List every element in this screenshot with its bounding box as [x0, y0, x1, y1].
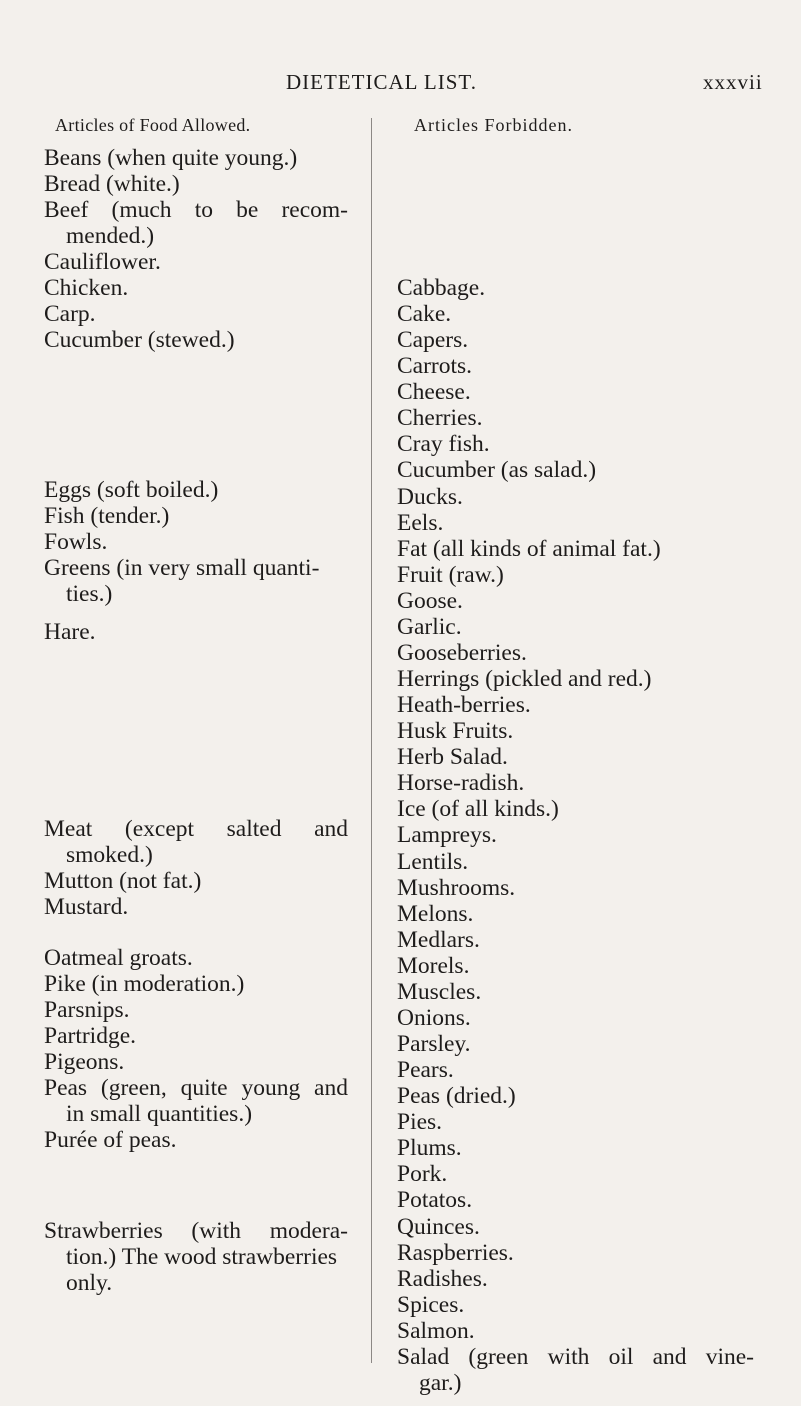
forbidden-food-entry: Eels.	[397, 510, 444, 536]
forbidden-food-entry: Quinces.	[397, 1214, 480, 1240]
allowed-food-entry: Pigeons.	[44, 1049, 125, 1075]
allowed-food-entry: Bread (white.)	[44, 171, 180, 197]
allowed-food-entry: Strawberries (with modera-	[44, 1218, 348, 1244]
forbidden-food-entry: Spices.	[397, 1292, 465, 1318]
forbidden-food-entry: Cherries.	[397, 405, 483, 431]
allowed-food-entry: only.	[66, 1270, 113, 1296]
forbidden-food-entry: Cray fish.	[397, 431, 490, 457]
page-header	[0, 70, 801, 100]
forbidden-food-entry: Ducks.	[397, 484, 463, 510]
forbidden-food-entry: Herb Salad.	[397, 744, 508, 770]
allowed-food-entry: ties.)	[66, 581, 113, 607]
page-title: DIETETICAL LIST.	[286, 70, 477, 94]
allowed-food-entry: Carp.	[44, 301, 96, 327]
page-number: xxxvii	[703, 70, 763, 94]
forbidden-food-entry: Fat (all kinds of animal fat.)	[397, 536, 661, 562]
forbidden-food-entry: Medlars.	[397, 927, 480, 953]
forbidden-food-entry: Herrings (pickled and red.)	[397, 666, 652, 692]
allowed-food-entry: Pike (in moderation.)	[44, 971, 245, 997]
forbidden-food-entry: Pears.	[397, 1057, 454, 1083]
allowed-food-entry: mended.)	[66, 223, 155, 249]
forbidden-food-entry: Heath-berries.	[397, 692, 531, 718]
forbidden-food-entry: Raspberries.	[397, 1240, 514, 1266]
forbidden-food-entry: Muscles.	[397, 979, 482, 1005]
forbidden-food-entry: Garlic.	[397, 614, 462, 640]
allowed-food-entry: Beans (when quite young.)	[44, 145, 298, 171]
forbidden-food-entry: Cucumber (as salad.)	[397, 457, 597, 483]
allowed-food-entry: Fish (tender.)	[44, 503, 170, 529]
forbidden-food-entry: Cabbage.	[397, 275, 486, 301]
allowed-food-entry: Mutton (not fat.)	[44, 868, 202, 894]
allowed-food-entry: Mustard.	[44, 894, 129, 920]
forbidden-food-entry: Goose.	[397, 588, 463, 614]
forbidden-food-entry: Husk Fruits.	[397, 718, 514, 744]
forbidden-food-entry: Cake.	[397, 301, 452, 327]
forbidden-food-entry: Peas (dried.)	[397, 1083, 516, 1109]
allowed-food-entry: Meat (except salted and	[44, 816, 348, 842]
forbidden-food-entry: gar.)	[419, 1370, 462, 1396]
column-divider	[371, 118, 372, 1363]
forbidden-food-entry: Capers.	[397, 327, 469, 353]
forbidden-food-entry: Ice (of all kinds.)	[397, 796, 559, 822]
forbidden-column-heading: Articles Forbidden.	[414, 115, 573, 135]
forbidden-food-entry: Cheese.	[397, 379, 471, 405]
allowed-food-entry: Beef (much to be recom-	[44, 197, 348, 223]
forbidden-food-entry: Onions.	[397, 1005, 471, 1031]
forbidden-food-entry: Melons.	[397, 901, 474, 927]
allowed-food-entry: Cucumber (stewed.)	[44, 327, 235, 353]
allowed-food-entry: Eggs (soft boiled.)	[44, 477, 219, 503]
allowed-food-entry: tion.) The wood strawberries	[66, 1244, 338, 1270]
forbidden-food-entry: Horse-radish.	[397, 770, 525, 796]
allowed-food-entry: Greens (in very small quanti-	[44, 555, 320, 581]
allowed-food-entry: smoked.)	[66, 842, 153, 868]
forbidden-food-entry: Lentils.	[397, 849, 469, 875]
allowed-column-heading: Articles of Food Allowed.	[55, 115, 251, 135]
forbidden-food-entry: Pies.	[397, 1109, 443, 1135]
allowed-food-entry: Chicken.	[44, 275, 129, 301]
forbidden-food-entry: Salad (green with oil and vine-	[397, 1344, 754, 1370]
forbidden-food-entry: Gooseberries.	[397, 640, 527, 666]
forbidden-food-entry: Carrots.	[397, 353, 473, 379]
forbidden-food-entry: Mushrooms.	[397, 875, 516, 901]
forbidden-food-entry: Lampreys.	[397, 822, 497, 848]
allowed-food-entry: Cauliflower.	[44, 249, 161, 275]
allowed-food-entry: Peas (green, quite young and	[44, 1075, 348, 1101]
forbidden-food-entry: Radishes.	[397, 1266, 488, 1292]
allowed-food-entry: Partridge.	[44, 1023, 137, 1049]
forbidden-food-entry: Salmon.	[397, 1318, 475, 1344]
allowed-food-entry: Parsnips.	[44, 997, 130, 1023]
allowed-food-entry: in small quantities.)	[66, 1101, 253, 1127]
forbidden-food-entry: Potatos.	[397, 1187, 473, 1213]
forbidden-food-entry: Pork.	[397, 1161, 448, 1187]
allowed-food-entry: Fowls.	[44, 529, 108, 555]
forbidden-food-entry: Morels.	[397, 953, 470, 979]
forbidden-food-entry: Fruit (raw.)	[397, 562, 504, 588]
allowed-food-entry: Purée of peas.	[44, 1127, 177, 1153]
forbidden-food-entry: Plums.	[397, 1135, 462, 1161]
allowed-food-entry: Hare.	[44, 619, 96, 645]
forbidden-food-entry: Parsley.	[397, 1031, 471, 1057]
allowed-food-entry: Oatmeal groats.	[44, 945, 193, 971]
